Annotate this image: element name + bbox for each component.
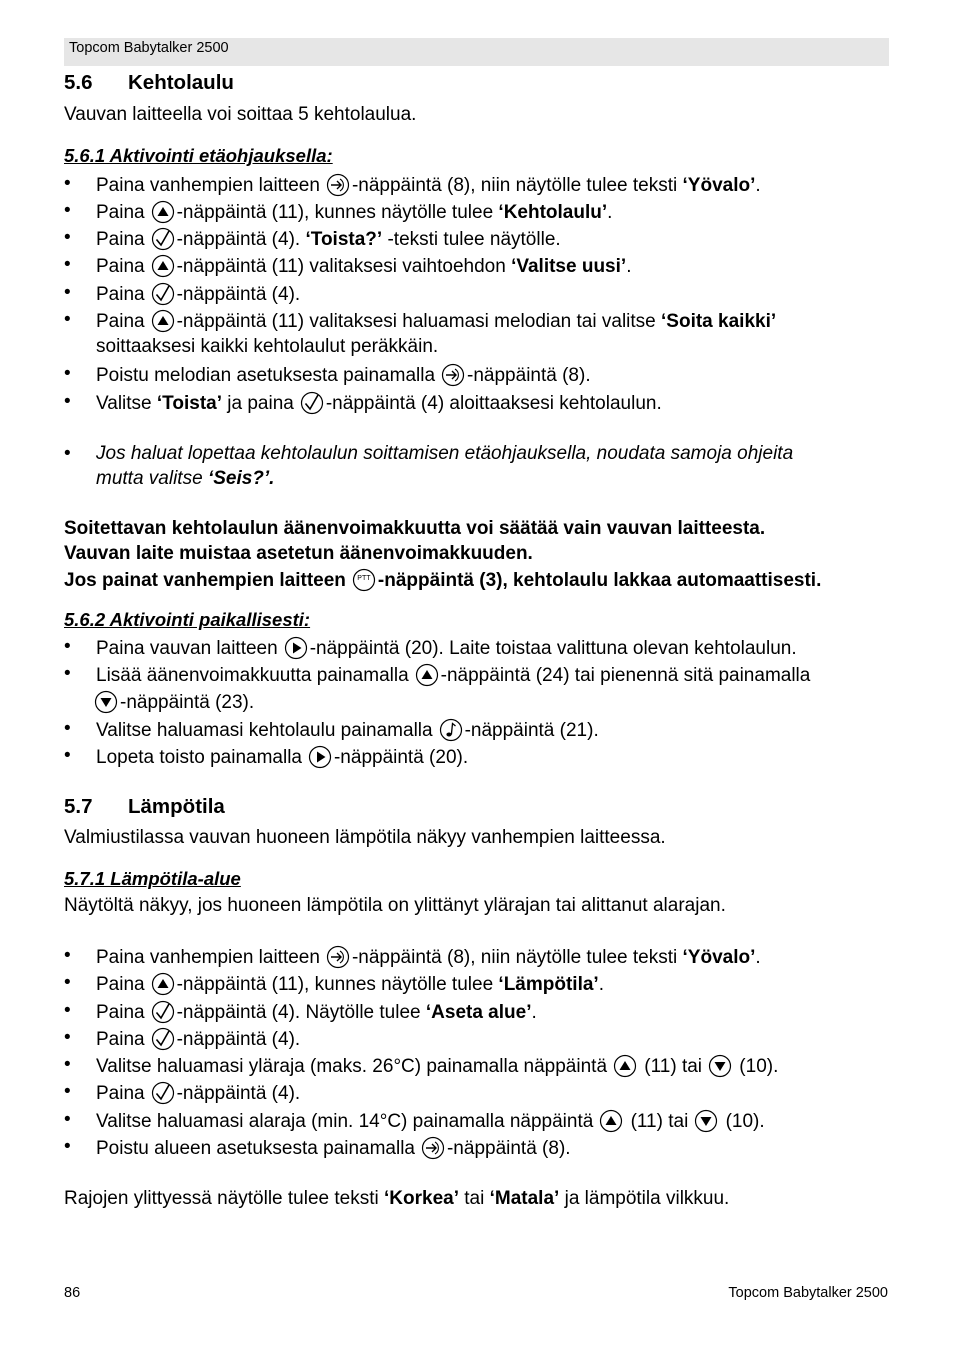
menu-icon	[326, 173, 350, 197]
up-arrow-icon	[613, 1054, 637, 1078]
list-item: Lopeta toisto painamalla -näppäintä (20).	[96, 747, 469, 768]
subsection-heading-5-6-2: 5.6.2 Aktivointi paikallisesti:	[64, 609, 311, 630]
list-item: Paina vanhempien laitteen -näppäintä (8), niin näytölle tulee teksti ‘Yövalo’.	[96, 947, 761, 968]
list-item: Paina -näppäintä (11) valitaksesi vaihtoehdon ‘Valitse uusi’.	[96, 256, 632, 277]
bullet-marker: •	[64, 945, 71, 966]
bullet-marker: •	[64, 636, 71, 657]
bold-note: Soitettavan kehtolaulun äänenvoimakkuutta voi säätää vain vauvan laitteesta.	[64, 518, 766, 539]
menu-icon	[326, 945, 350, 969]
bullet-marker: •	[64, 718, 71, 739]
list-item: Valitse haluamasi kehtolaulu painamalla -näppäintä (21).	[96, 720, 599, 741]
footer-title: Topcom Babytalker 2500	[728, 1285, 888, 1301]
bullet-marker: •	[64, 663, 71, 684]
list-item: Paina -näppäintä (4).	[96, 1083, 301, 1104]
bullet-marker: •	[64, 1027, 71, 1048]
list-item-continuation: -näppäintä (23).	[94, 690, 254, 714]
list-item: Valitse haluamasi alaraja (min. 14°C) painamalla näppäintä (11) tai (10).	[96, 1111, 765, 1132]
bullet-marker: •	[64, 282, 71, 303]
bullet-marker: •	[64, 391, 71, 412]
bullet-marker: •	[64, 1109, 71, 1130]
bold-note: Vauvan laite muistaa asetetun äänenvoimakkuuden.	[64, 543, 533, 564]
down-arrow-icon	[694, 1109, 718, 1133]
list-item: Paina -näppäintä (4).	[96, 1029, 301, 1050]
list-item: Paina -näppäintä (4). Näytölle tulee ‘Aseta alue’.	[96, 1002, 537, 1023]
bullet-marker: •	[64, 309, 71, 330]
list-item: Paina -näppäintä (11), kunnes näytölle tulee ‘Lämpötila’.	[96, 974, 604, 995]
list-item: Valitse haluamasi yläraja (maks. 26°C) painamalla näppäintä (11) tai (10).	[96, 1056, 779, 1077]
header-bar	[64, 38, 889, 66]
bullet-marker: •	[64, 443, 71, 464]
list-item: Valitse ‘Toista’ ja paina -näppäintä (4) aloittaaksesi kehtolaulun.	[96, 393, 662, 414]
down-arrow-icon	[708, 1054, 732, 1078]
page-number: 86	[64, 1285, 81, 1301]
bullet-marker: •	[64, 1136, 71, 1157]
section-heading-5-6: 5.6 Kehtolaulu	[64, 71, 234, 94]
ok-check-icon	[151, 1027, 175, 1051]
list-item-continuation: soittaaksesi kaikki kehtolaulut peräkkäin.	[96, 336, 439, 357]
up-arrow-icon	[151, 309, 175, 333]
play-icon	[308, 745, 332, 769]
up-arrow-icon	[151, 254, 175, 278]
list-item: Paina -näppäintä (4).	[96, 284, 301, 305]
bullet-marker: •	[64, 745, 71, 766]
bullet-marker: •	[64, 173, 71, 194]
list-item: Lisää äänenvoimakkuutta painamalla -näppäintä (24) tai pienennä sitä painamalla	[96, 665, 811, 686]
list-item: Paina -näppäintä (11), kunnes näytölle tulee ‘Kehtolaulu’.	[96, 202, 613, 223]
up-arrow-icon	[151, 972, 175, 996]
subsection-description: Näytöltä näkyy, jos huoneen lämpötila on ylittänyt ylärajan tai alittanut alarajan.	[64, 895, 726, 916]
ok-check-icon	[151, 1081, 175, 1105]
menu-icon	[441, 363, 465, 387]
subsection-heading-5-6-1: 5.6.1 Aktivointi etäohjauksella:	[64, 145, 333, 166]
list-item: Paina vauvan laitteen -näppäintä (20). Laite toistaa valittuna olevan kehtolaulun.	[96, 638, 797, 659]
bullet-marker: •	[64, 1054, 71, 1075]
list-item-note: Jos haluat lopettaa kehtolaulun soittamisen etäohjauksella, noudata samoja ohjeita	[96, 443, 794, 464]
ok-check-icon	[151, 1000, 175, 1024]
header-title: Topcom Babytalker 2500	[69, 40, 229, 56]
down-arrow-icon	[94, 690, 118, 714]
list-item: Paina vanhempien laitteen -näppäintä (8), niin näytölle tulee teksti ‘Yövalo’.	[96, 175, 761, 196]
ok-check-icon	[151, 227, 175, 251]
up-arrow-icon	[415, 663, 439, 687]
bullet-marker: •	[64, 972, 71, 993]
list-item: Poistu melodian asetuksesta painamalla -näppäintä (8).	[96, 365, 591, 386]
list-item: Poistu alueen asetuksesta painamalla -näppäintä (8).	[96, 1138, 571, 1159]
music-note-icon	[439, 718, 463, 742]
list-item: Paina -näppäintä (4). ‘Toista?’ -teksti tulee näytölle.	[96, 229, 561, 250]
up-arrow-icon	[599, 1109, 623, 1133]
ok-check-icon	[300, 391, 324, 415]
section-heading-5-7: 5.7 Lämpötila	[64, 795, 225, 818]
bullet-marker: •	[64, 1000, 71, 1021]
subsection-heading-5-7-1: 5.7.1 Lämpötila-alue	[64, 868, 241, 889]
closing-paragraph: Rajojen ylittyessä näytölle tulee teksti ‘Korkea’ tai ‘Matala’ ja lämpötila vilkkuu.	[64, 1188, 730, 1209]
up-arrow-icon	[151, 200, 175, 224]
bold-note: Jos painat vanhempien laitteen PTT -näppäintä (3), kehtolaulu lakkaa automaattisesti.	[64, 570, 822, 591]
list-item: Paina -näppäintä (11) valitaksesi haluamasi melodian tai valitse ‘Soita kaikki’	[96, 311, 777, 332]
section-intro: Vauvan laitteella voi soittaa 5 kehtolaulua.	[64, 104, 417, 125]
play-icon	[284, 636, 308, 660]
list-item-continuation: mutta valitse ‘Seis?’.	[96, 468, 275, 489]
ptt-icon: PTT	[352, 568, 376, 592]
bullet-marker: •	[64, 200, 71, 221]
menu-icon	[421, 1136, 445, 1160]
bullet-marker: •	[64, 363, 71, 384]
ok-check-icon	[151, 282, 175, 306]
bullet-marker: •	[64, 254, 71, 275]
section-intro: Valmiustilassa vauvan huoneen lämpötila näkyy vanhempien laitteessa.	[64, 827, 666, 848]
bullet-marker: •	[64, 1081, 71, 1102]
bullet-marker: •	[64, 227, 71, 248]
